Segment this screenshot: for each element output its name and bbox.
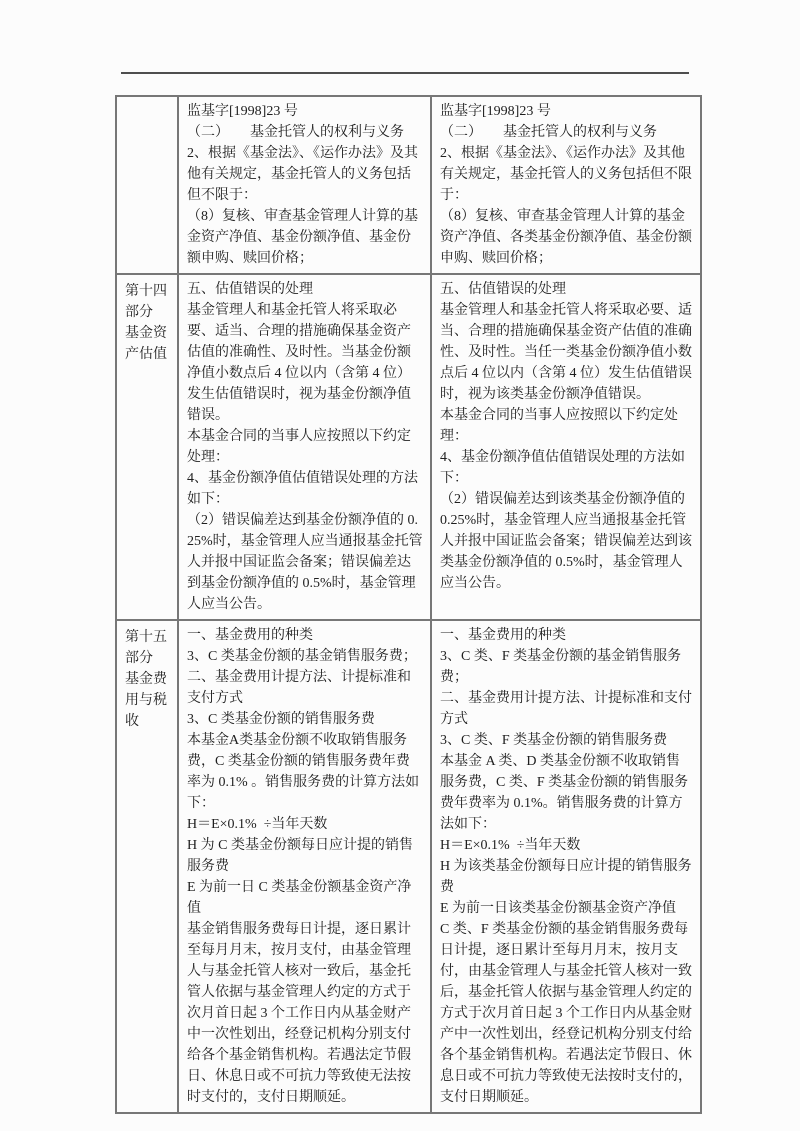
paragraph: 3、C 类、F 类基金份额的销售服务费	[440, 733, 668, 748]
paragraph: 本基金A类基金份额不收取销售服务费，C 类基金份额的销售服务费年费率为 0.1% 。销售服务费的计算方法如下：	[187, 733, 420, 811]
table-row	[116, 96, 701, 274]
paragraph: H 为 C 类基金份额每日应计提的销售服务费	[187, 838, 413, 874]
paragraph: （2）错误偏差达到基金份额净值的 0.25%时，基金管理人应当通报基金托管人并报中国证监会备案；错误偏差达到基金份额净值的 0.5%时，基金管理人应当公告。	[187, 513, 423, 612]
paragraph: 3、C 类基金份额的销售服务费	[187, 712, 375, 727]
paragraph: 基金费用与税收	[125, 672, 167, 729]
paragraph: C 类、F 类基金份额的基金销售服务费每日计提，逐日累计至每月月末，按月支付，由基金管理人与基金托管人核对一致后，基金托管人依据与基金管理人约定的方式于次月首日起 3 个工作日内从基金财产中一次性划出，经登记机构分别支付给各个基金销售机构。若遇法定节假日、休息日或不可抗力等致使无法按时支付的，支付日期顺延。	[440, 922, 692, 1105]
paragraph: 基金销售服务费每日计提，逐日累计至每月月末，按月支付，由基金管理人与基金托管人核对一致后，基金托管人依据与基金管理人约定的方式于次月首日起 3 个工作日内从基金财产中一次性划出，经登记机构分别支付给各个基金销售机构。若遇法定节假日、休息日或不可抗力等致使无法按时支付的，支付日期顺延。	[187, 922, 411, 1105]
paragraph: 基金管理人和基金托管人将采取必要、适当、合理的措施确保基金资产估值的准确性、及时性。当基金份额净值小数点后 4 位以内（含第 4 位）发生估值错误时，视为基金份额净值错误。	[187, 303, 411, 423]
old-version-cell	[178, 620, 431, 1113]
comparison-table	[115, 95, 702, 1114]
paragraph: 一、基金费用的种类	[440, 628, 566, 643]
paragraph: 3、C 类、F 类基金份额的基金销售服务费；	[440, 649, 682, 685]
paragraph: 2、根据《基金法》、《运作办法》及其他有关规定，基金托管人的义务包括但不限于：	[187, 146, 418, 203]
paragraph: （二） 基金托管人的权利与义务	[187, 125, 404, 140]
paragraph: （8）复核、审查基金管理人计算的基金资产净值、各类基金份额净值、基金份额申购、赎回价格；	[440, 209, 692, 266]
section-label-cell-part14	[116, 274, 178, 620]
paragraph: 本基金 A 类、D 类基金份额不收取销售服务费，C 类、F 类基金份额的销售服务费年费率为 0.1%。销售服务费的计算方法如下：	[440, 754, 689, 832]
paragraph: 第十五部分	[125, 630, 167, 666]
paragraph: 基金管理人和基金托管人将采取必要、适当、合理的措施确保基金资产估值的准确性、及时性。当任一类基金份额净值小数点后 4 位以内（含第 4 位）发生估值错误时，视为该类基金份额净值错误。	[440, 303, 692, 402]
new-version-cell	[431, 620, 701, 1113]
paragraph: H 为该类基金份额每日应计提的销售服务费	[440, 859, 692, 895]
paragraph: 基金资产估值	[125, 326, 167, 362]
section-label-cell-empty	[116, 96, 178, 274]
paragraph: H＝E×0.1% ÷当年天数	[187, 817, 328, 832]
paragraph: 监基字[1998]23 号	[440, 104, 551, 119]
new-version-cell	[431, 96, 701, 274]
paragraph: 监基字[1998]23 号	[187, 104, 298, 119]
paragraph: 二、基金费用计提方法、计提标准和支付方式	[187, 670, 411, 706]
paragraph: （二） 基金托管人的权利与义务	[440, 125, 657, 140]
paragraph: （8）复核、审查基金管理人计算的基金资产净值、基金份额净值、基金份额申购、赎回价格；	[187, 209, 418, 266]
paragraph: 3、C 类基金份额的基金销售服务费；	[187, 649, 417, 664]
paragraph: 第十四部分	[125, 284, 167, 320]
paragraph: 五、估值错误的处理	[440, 282, 566, 297]
paragraph: （2）错误偏差达到该类基金份额净值的 0.25%时，基金管理人应当通报基金托管人并报中国证监会备案；错误偏差达到该类基金份额净值的 0.5%时，基金管理人应当公告。	[440, 492, 692, 591]
new-version-cell	[431, 274, 701, 620]
paragraph: 本基金合同的当事人应按照以下约定处理：	[440, 408, 678, 444]
page-top-rule	[121, 72, 689, 74]
paragraph: E 为前一日 C 类基金份额基金资产净值	[187, 880, 412, 916]
paragraph: 4、基金份额净值估值错误处理的方法如下：	[440, 450, 685, 486]
table-row	[116, 274, 701, 620]
paragraph: H＝E×0.1% ÷当年天数	[440, 838, 581, 853]
table-row	[116, 620, 701, 1113]
paragraph: 五、估值错误的处理	[187, 282, 313, 297]
section-label-cell-part15	[116, 620, 178, 1113]
old-version-cell	[178, 274, 431, 620]
paragraph: 一、基金费用的种类	[187, 628, 313, 643]
old-version-cell	[178, 96, 431, 274]
paragraph: 本基金合同的当事人应按照以下约定处理：	[187, 429, 411, 465]
paragraph: 4、基金份额净值估值错误处理的方法如下：	[187, 471, 418, 507]
paragraph: 二、基金费用计提方法、计提标准和支付方式	[440, 691, 692, 727]
paragraph: E 为前一日该类基金份额基金资产净值	[440, 901, 677, 916]
paragraph: 2、根据《基金法》、《运作办法》及其他有关规定，基金托管人的义务包括但不限于：	[440, 146, 692, 203]
